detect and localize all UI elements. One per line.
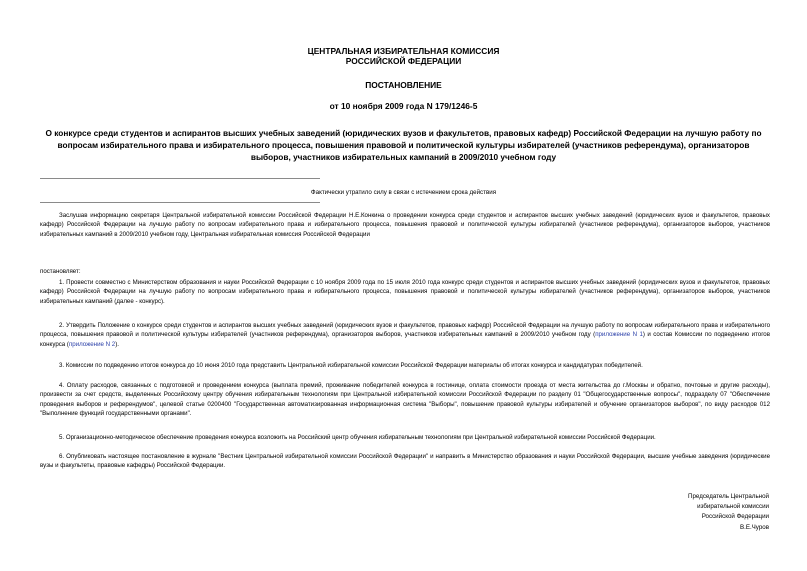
appendix-1-link[interactable]: приложение N 1 — [595, 331, 643, 339]
document-date-number: от 10 ноября 2009 года N 179/1246-5 — [329, 101, 478, 111]
signature-position-line-3: Российской Федерации — [701, 513, 769, 521]
signatory-name: В.Е.Чуров — [739, 523, 769, 531]
divider-top — [40, 178, 320, 179]
divider-bottom — [40, 202, 320, 203]
item-1-paragraph: 1. Провести совместно с Министерством образования и науки Российской Федерации с 10 ноября 2009 года по 15 июля 2010 года конкурс среди студентов и аспирантов высших учебных заведений (юридических вузов и факультетов, правовых кафедр) Российской Федерации на лучшую работу по вопросам избирательного права и избирательного процесса, повышения правовой и политической культуры избирателей (участников референдума), организаторов выборов, участников избирательных кампаний (далее - конкурс). — [40, 279, 770, 305]
item-2-paragraph — [40, 321, 770, 349]
item-4-paragraph: 4. Оплату расходов, связанных с подготовкой и проведением конкурса (выплата премий, проживание победителей конкурса в гостинице, оплата стоимости проезда от места жительства до г.Москвы и обратно, почтовые и другие расходы), произвести за счет средств, выделенных Российскому центру обучения избирательным технологиям при Центральной избирательной комиссии Российской Федерации по разделу 01 "Общегосударственные вопросы", подразделу 07 "Обеспечение проведения выборов и референдумов", целевой статье 0200400 "Государственная автоматизированная информационная система "Выборы", повышение правовой культуры избирателей и обучение организаторов выборов", по виду расходов 012 "Выполнение функций государственными органами". — [40, 382, 770, 418]
item-2-text-c: ). — [115, 340, 119, 348]
org-name-line-2: РОССИЙСКОЙ ФЕДЕРАЦИИ — [345, 56, 462, 66]
item-6-paragraph: 6. Опубликовать настоящее постановление в журнале "Вестник Центральной избирательной комиссии Российской Федерации" и направить в Министерство образования и науки Российской Федерации, высшие учебные заведения (юридические вузы и факультеты, правовые кафедры) Российской Федерации. — [40, 453, 770, 470]
status-note: Фактически утратило силу в связи с истечением срока действия — [310, 189, 497, 196]
org-name-line-1: ЦЕНТРАЛЬНАЯ ИЗБИРАТЕЛЬНАЯ КОМИССИЯ — [307, 46, 500, 56]
item-2-text-a: 2. Утвердить Положение о конкурсе среди студентов и аспирантов высших учебных заведений (юридических вузов и факультетов, правовых кафедр) Российской Федерации на лучшую работу по вопросам избирательного права и избирательного процесса, повышения правовой и политической культуры избирателей (участников референдума), организаторов выборов, участников избирательных кампаний в 2009/2010 учебном году ( — [40, 322, 770, 339]
item-2-text-b: ) и состав Комиссии по подведению итогов конкурса ( — [40, 331, 770, 348]
document-type: ПОСТАНОВЛЕНИЕ — [365, 80, 442, 90]
item-3-paragraph: 3. Комиссии по подведению итогов конкурса до 10 июня 2010 года представить Центральной избирательной комиссии Российской Федерации материалы об итогах конкурса и кандидатурах победителей. — [59, 362, 643, 369]
signature-position-line-2: избирательной комиссии — [697, 503, 769, 511]
preamble-paragraph: Заслушав информацию секретаря Центральной избирательной комиссии Российской Федерации Н.Е.Конкина о проведении конкурса среди студентов и аспирантов высших учебных заведений (юридических вузов и факультетов, правовых кафедр) Российской Федерации на лучшую работу по вопросам избирательного права и избирательного процесса, повышения правовой и политической культуры избирателей (участников референдума), организаторов выборов, участников избирательных кампаний в 2009/2010 учебном году, Центральная избирательная комиссия Российской Федерации — [40, 212, 770, 238]
appendix-2-link[interactable]: приложение N 2 — [68, 340, 116, 348]
document-subject-title: О конкурсе среди студентов и аспирантов высших учебных заведений (юридических вузов и факультетов, правовых кафедр) Российской Федерации на лучшую работу по вопросам избирательного права и избирательного процесса, повышения правовой и политической культуры избирателей (участников референдума), организаторов выборов, участников избирательных кампаний в 2009/2010 учебном году — [45, 128, 762, 163]
signature-position-line-1: Председатель Центральной — [688, 493, 769, 500]
signature-block — [688, 492, 769, 533]
resolves-label: постановляет: — [40, 268, 81, 275]
item-5-paragraph: 5. Организационно-методическое обеспечение проведения конкурса возложить на Российский центр обучения избирательным технологиям при Центральной избирательной комиссии Российской Федерации. — [59, 434, 656, 441]
